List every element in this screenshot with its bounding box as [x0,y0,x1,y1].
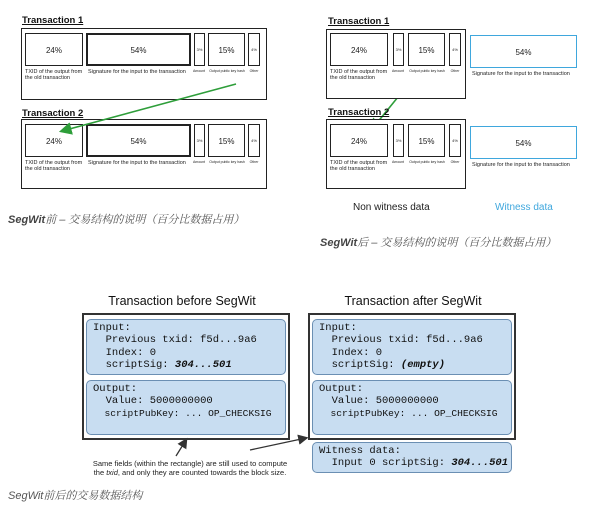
witness-signature-cell: 54% [470,126,577,159]
after-heading: Transaction after SegWit [344,294,482,308]
other-caption: Other [249,160,259,164]
after-input-box: Input: Previous txid: f5d...9a6 Index: 0 scriptSig: (empty) [312,319,512,375]
signature-caption: Signature for the input to the transaction [472,162,570,168]
tx1-title: Transaction 1 [22,15,84,26]
amount-cell: 3% [194,33,205,66]
signature-cell: 54% [86,33,191,66]
tx2-title: Transaction 2 [328,107,390,118]
txid-caption: TXID of the output from the old transaction [330,160,388,173]
txid-cell: 24% [330,33,388,66]
before-input-box: Input: Previous txid: f5d...9a6 Index: 0 scriptSig: 304...501 [86,319,286,375]
pubkey-hash-cell: 15% [408,124,445,157]
note-text: Same fields (within the rectangle) are still used to compute the txid, and only they are counted towards the block size. [92,459,288,477]
txid-cell: 24% [25,33,83,66]
txid-cell: 24% [330,124,388,157]
signature-caption: Signature for the input to the transaction [88,160,186,166]
amount-caption: Amount [391,160,405,164]
amount-cell: 3% [393,33,404,66]
pubkey-hash-cell: 15% [208,124,245,157]
other-cell: 4% [449,33,461,66]
bottom-caption: SegWit前后的交易数据结构 [8,490,143,502]
pubkey-hash-caption: Output public key hash [209,69,245,73]
signature-caption: Signature for the input to the transaction [88,69,186,75]
pubkey-hash-cell: 15% [208,33,245,66]
txid-cell: 24% [25,124,83,157]
txid-caption: TXID of the output from the old transaction [25,160,83,173]
tx2-title: Transaction 2 [22,108,84,119]
other-caption: Other [450,160,460,164]
pubkey-hash-caption: Output public key hash [209,160,245,164]
amount-caption: Amount [391,69,405,73]
non-witness-label: Non witness data [353,202,430,213]
note-arrows [0,280,600,480]
signature-caption: Signature for the input to the transaction [472,71,570,77]
other-cell: 4% [449,124,461,157]
pubkey-hash-caption: Output public key hash [409,160,445,164]
witness-label: Witness data [495,202,553,213]
pubkey-hash-caption: Output public key hash [409,69,445,73]
after-output-box: Output: Value: 5000000000 scriptPubKey: ... OP_CHECKSIG [312,380,512,435]
before-heading: Transaction before SegWit [108,294,256,308]
before-caption: SegWit前 – 交易结构的说明（百分比数据占用） [8,214,245,226]
amount-cell: 3% [393,124,404,157]
other-caption: Other [450,69,460,73]
witness-signature-cell: 54% [470,35,577,68]
witness-data-box: Witness data: Input 0 scriptSig: 304...501 [312,442,512,473]
signature-cell: 54% [86,124,191,157]
other-caption: Other [249,69,259,73]
txid-caption: TXID of the output from the old transaction [330,69,388,82]
amount-cell: 3% [194,124,205,157]
txid-caption: TXID of the output from the old transaction [25,69,83,82]
other-cell: 4% [248,33,260,66]
before-output-box: Output: Value: 5000000000 scriptPubKey: ... OP_CHECKSIG [86,380,286,435]
other-cell: 4% [248,124,260,157]
tx1-title: Transaction 1 [328,16,390,27]
amount-caption: Amount [192,69,206,73]
after-caption: SegWit后 – 交易结构的说明（百分比数据占用） [320,237,557,249]
pubkey-hash-cell: 15% [408,33,445,66]
amount-caption: Amount [192,160,206,164]
